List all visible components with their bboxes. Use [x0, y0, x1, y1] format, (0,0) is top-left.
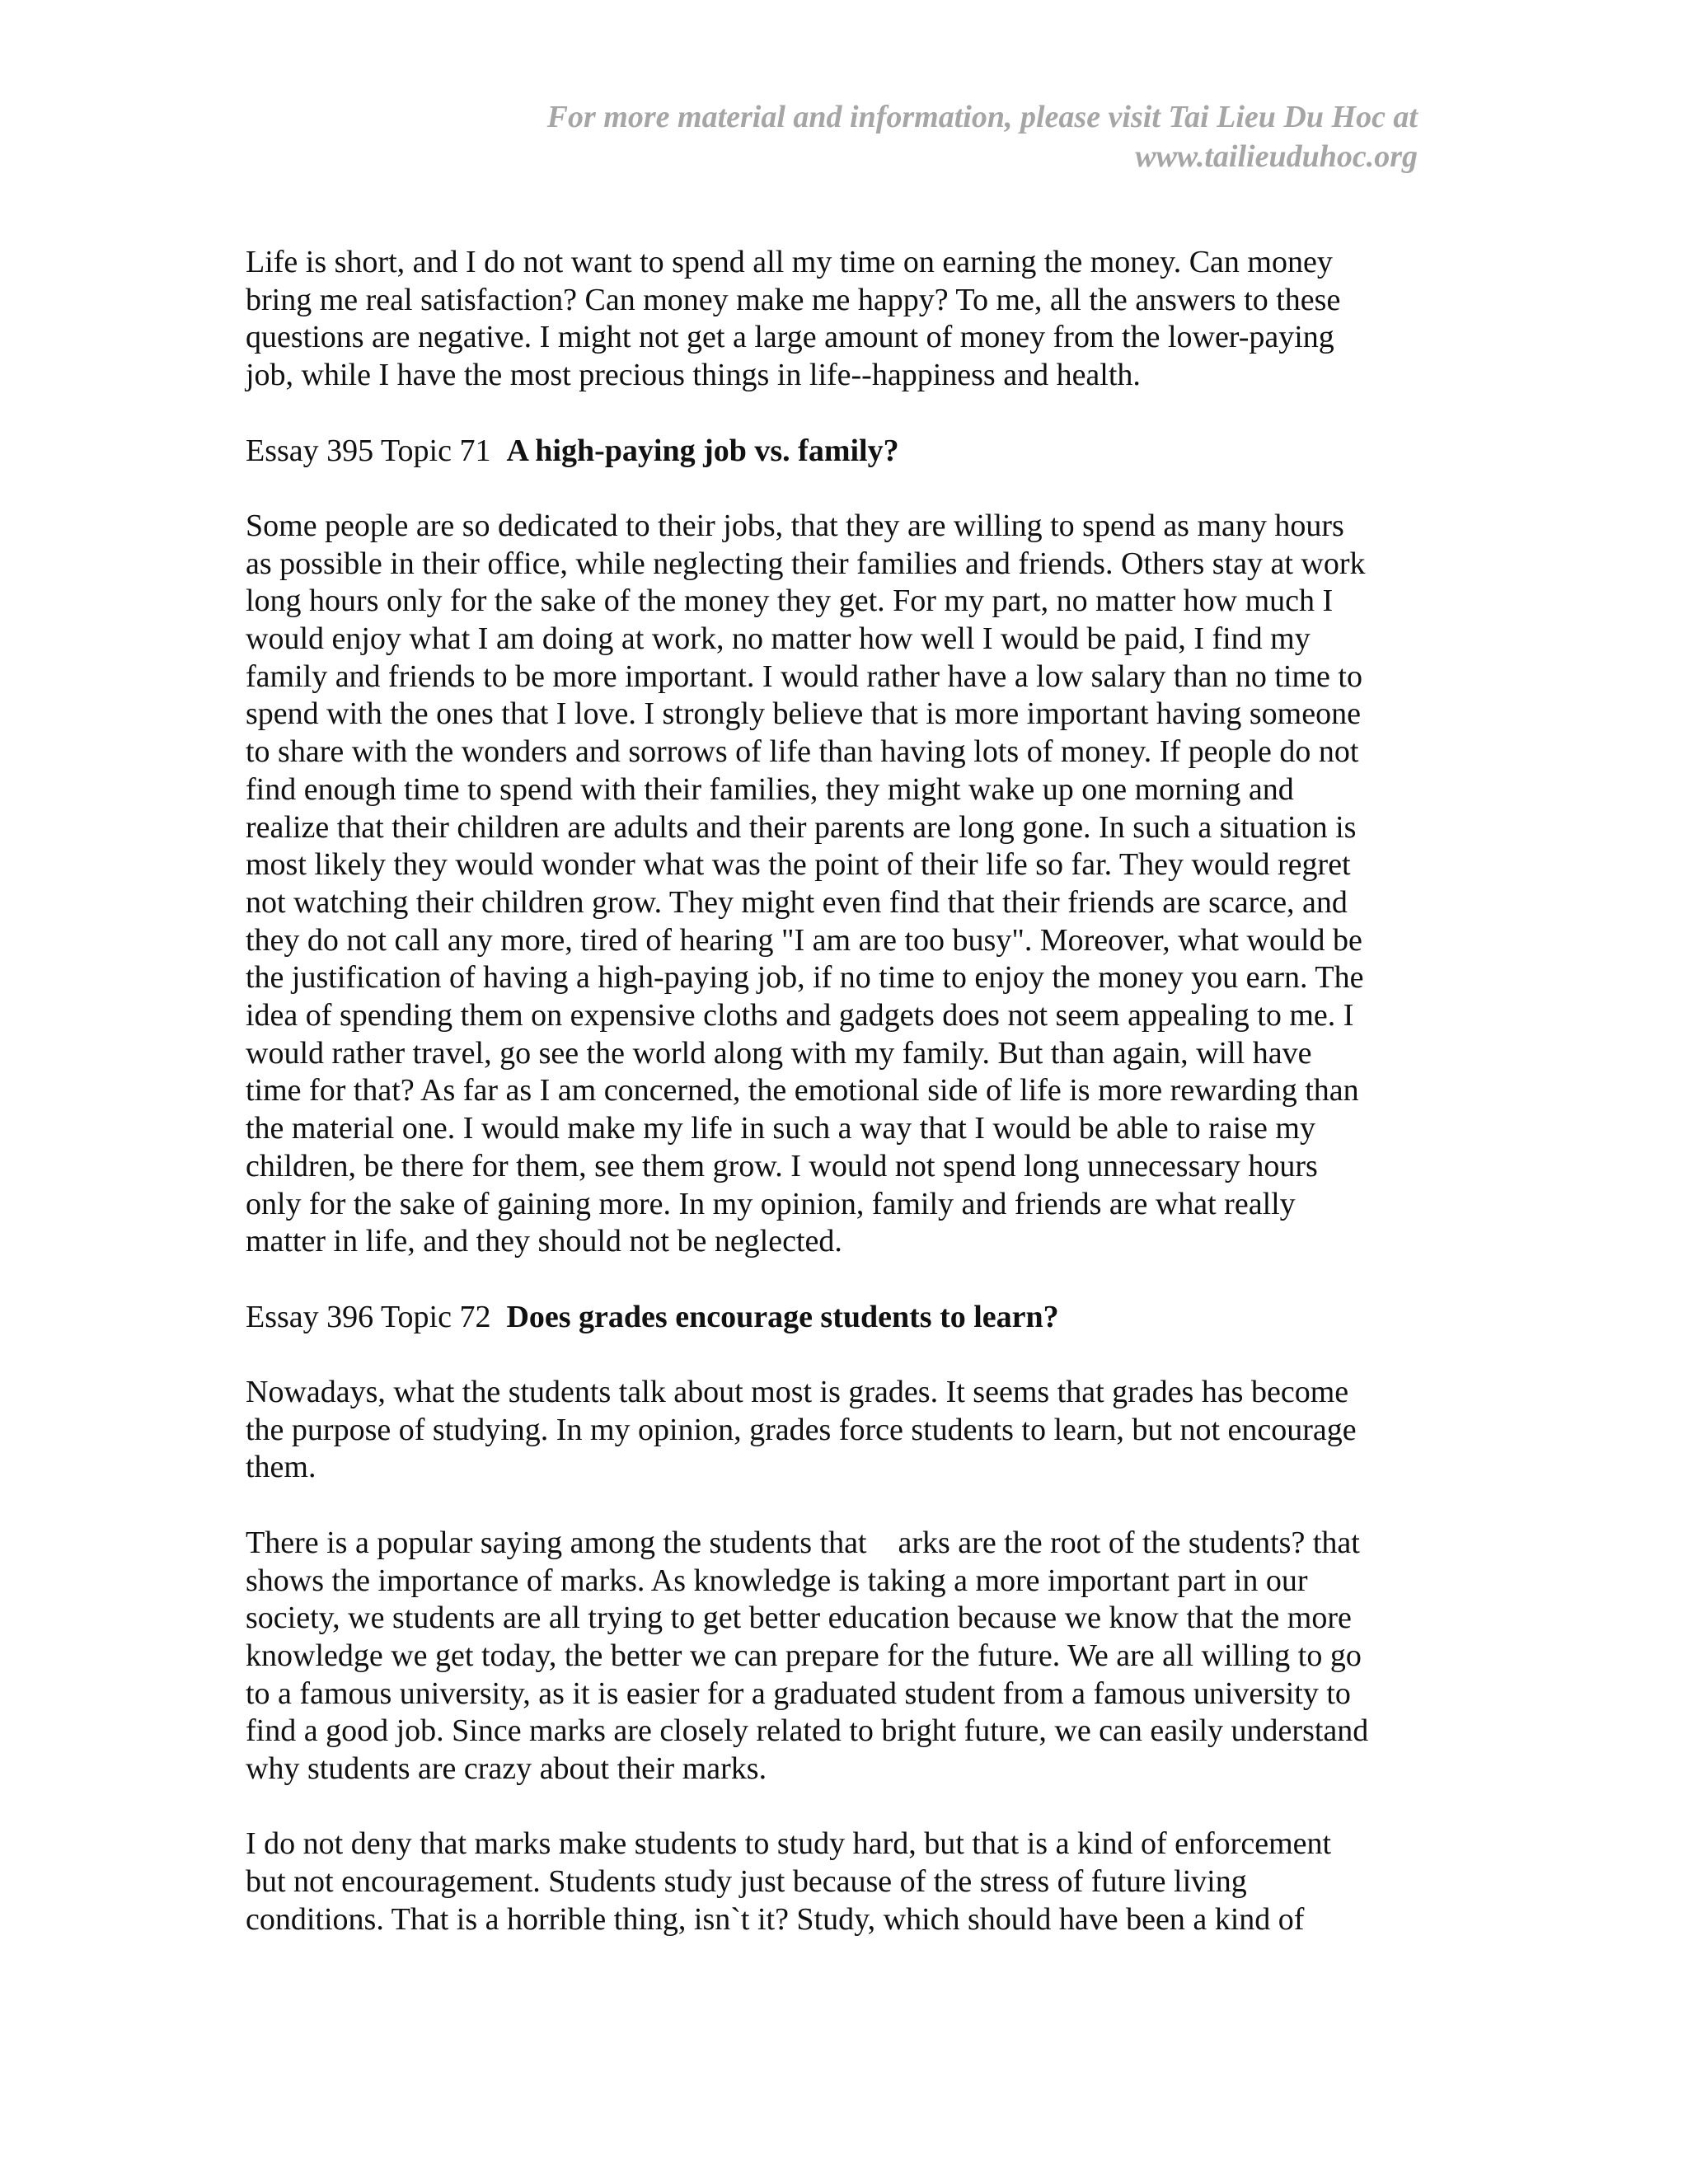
- text-line: but not encouragement. Students study just because of the stress of future living: [246, 1864, 1247, 1900]
- text-line: There is a popular saying among the students that arks are the root of the students? that: [246, 1525, 1360, 1560]
- text-line: most likely they would wonder what was the point of their life so far. They would regret: [246, 847, 1351, 883]
- essay-title: Does grades encourage students to learn?: [506, 1299, 1059, 1334]
- essay-395-heading: [246, 433, 1449, 471]
- text-line: the justification of having a high-paying job, if no time to enjoy the money you earn. The: [246, 960, 1364, 996]
- text-line: shows the importance of marks. As knowledge is taking a more important part in our: [246, 1563, 1308, 1598]
- text-line: they do not call any more, tired of hearing "I am are too busy". Moreover, what would be: [246, 922, 1362, 958]
- text-line: would enjoy what I am doing at work, no matter how well I would be paid, I find my: [246, 621, 1311, 656]
- text-line: to share with the wonders and sorrows of life than having lots of money. If people do not: [246, 734, 1359, 770]
- text-line: realize that their children are adults and their parents are long gone. In such a situation is: [246, 809, 1357, 845]
- text-line: conditions. That is a horrible thing, isn`t it? Study, which should have been a kind of: [246, 1901, 1305, 1937]
- text-line: Some people are so dedicated to their jobs, that they are willing to spend as many hours: [246, 508, 1344, 543]
- text-line: would rather travel, go see the world along with my family. But than again, will have: [246, 1035, 1312, 1071]
- heading-line: [246, 433, 1449, 471]
- text-line: Life is short, and I do not want to spend all my time on earning the money. Can money: [246, 245, 1333, 279]
- text-line: to a famous university, as it is easier for a graduated student from a famous university to: [246, 1675, 1351, 1711]
- text-line: family and friends to be more important. I would rather have a low salary than no time to: [246, 658, 1362, 694]
- text-line: I do not deny that marks make students to study hard, but that is a kind of enforcement: [246, 1826, 1332, 1862]
- essay-395-paragraph: [246, 508, 1449, 1261]
- document-body: [246, 244, 1449, 1976]
- text-line: the material one. I would make my life in such a way that I would be able to raise my: [246, 1111, 1315, 1146]
- text-line: not watching their children grow. They might even find that their friends are scarce, and: [246, 884, 1348, 920]
- text-line: the purpose of studying. In my opinion, grades force students to learn, but not encourage: [246, 1412, 1357, 1447]
- essay-396-paragraph-3: [246, 1825, 1449, 1938]
- essay-396-paragraph-1: [246, 1374, 1449, 1487]
- essay-label: Essay 396 Topic 72: [246, 1299, 491, 1334]
- text-line: find a good job. Since marks are closely related to bright future, we can easily understand: [246, 1713, 1369, 1749]
- text-line: why students are crazy about their marks.: [246, 1751, 767, 1787]
- heading-line: [246, 1299, 1449, 1337]
- text-line: knowledge we get today, the better we can prepare for the future. We are all willing to go: [246, 1638, 1362, 1673]
- text-line: as possible in their office, while neglecting their families and friends. Others stay at work: [246, 546, 1366, 581]
- text-line: long hours only for the sake of the money they get. For my part, no matter how much I: [246, 583, 1334, 619]
- text-line: them.: [246, 1450, 316, 1485]
- text-line: society, we students are all trying to get better education because we know that the more: [246, 1601, 1352, 1636]
- essay-title: A high-paying job vs. family?: [506, 433, 899, 468]
- header-website: www.tailieuduhoc.org: [1135, 139, 1418, 174]
- text-line: matter in life, and they should not be neglected.: [246, 1224, 842, 1259]
- page-header: [346, 97, 1418, 176]
- essay-label: Essay 395 Topic 71: [246, 433, 491, 468]
- text-line: only for the sake of gaining more. In my opinion, family and friends are what really: [246, 1186, 1296, 1221]
- text-line: Nowadays, what the students talk about most is grades. It seems that grades has become: [246, 1375, 1349, 1410]
- intro-paragraph: [246, 244, 1449, 395]
- header-line-1: For more material and information, please visit Tai Lieu Du Hoc at: [546, 100, 1418, 134]
- text-line: job, while I have the most precious things in life--happiness and health.: [246, 358, 1141, 393]
- text-line: time for that? As far as I am concerned, the emotional side of life is more rewarding than: [246, 1073, 1359, 1108]
- text-line: children, be there for them, see them grow. I would not spend long unnecessary hours: [246, 1148, 1318, 1183]
- essay-396-heading: [246, 1299, 1449, 1337]
- essay-396-paragraph-2: [246, 1525, 1449, 1788]
- text-line: idea of spending them on expensive cloths and gadgets does not seem appealing to me. I: [246, 998, 1354, 1033]
- text-line: spend with the ones that I love. I strongly believe that is more important having someone: [246, 696, 1361, 732]
- text-line: find enough time to spend with their families, they might wake up one morning and: [246, 771, 1294, 807]
- text-line: questions are negative. I might not get a large amount of money from the lower-paying: [246, 320, 1334, 355]
- text-line: bring me real satisfaction? Can money make me happy? To me, all the answers to these: [246, 282, 1341, 317]
